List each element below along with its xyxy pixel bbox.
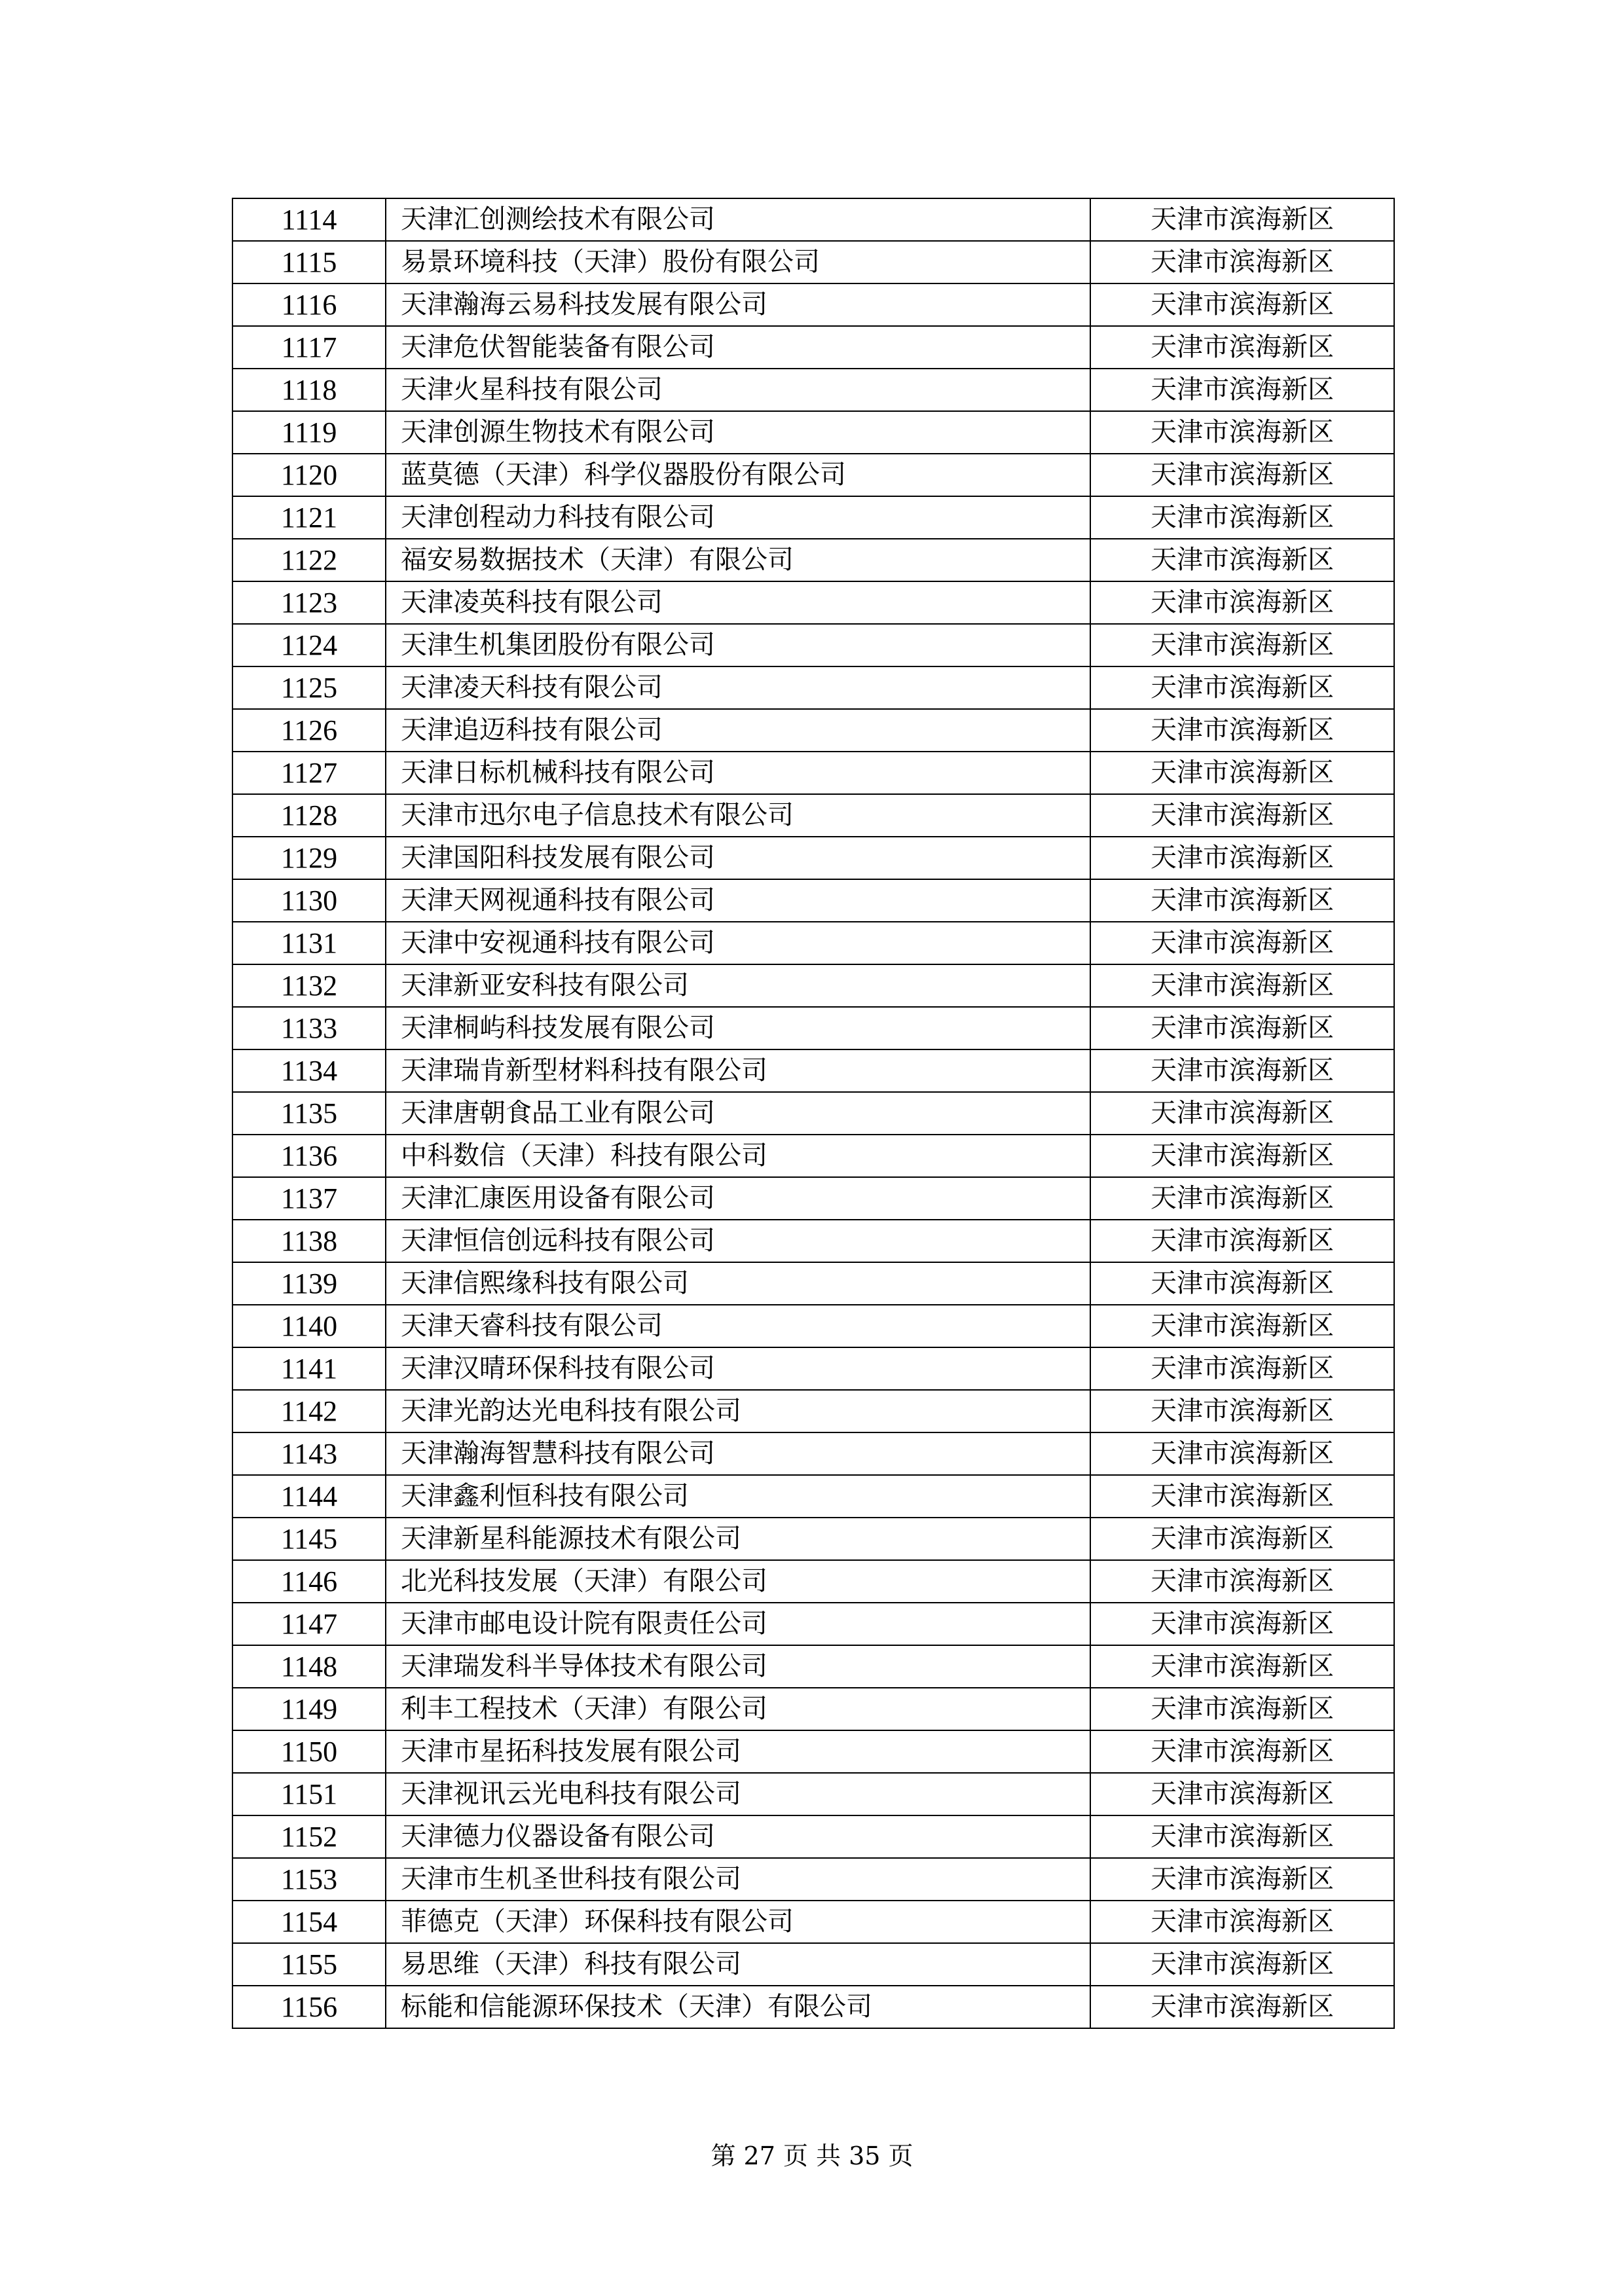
region-cell: 天津市滨海新区 (1090, 1262, 1394, 1305)
table-row (232, 1135, 1394, 1177)
table-row (232, 1347, 1394, 1390)
row-number-cell: 1154 (232, 1901, 386, 1943)
company-list-body (232, 198, 1394, 2028)
row-number-cell: 1137 (232, 1177, 386, 1220)
table-row (232, 752, 1394, 794)
region-cell: 天津市滨海新区 (1090, 369, 1394, 411)
region-cell: 天津市滨海新区 (1090, 752, 1394, 794)
region-cell: 天津市滨海新区 (1090, 1986, 1394, 2028)
row-number-cell: 1139 (232, 1262, 386, 1305)
table-row (232, 1943, 1394, 1986)
table-row (232, 1049, 1394, 1092)
table-row (232, 1858, 1394, 1901)
region-cell: 天津市滨海新区 (1090, 454, 1394, 496)
row-number-cell: 1118 (232, 369, 386, 411)
row-number-cell: 1133 (232, 1007, 386, 1049)
table-row (232, 1432, 1394, 1475)
row-number-cell: 1121 (232, 496, 386, 539)
table-row (232, 1092, 1394, 1135)
row-number-cell: 1144 (232, 1475, 386, 1518)
table-row (232, 1305, 1394, 1347)
table-row (232, 454, 1394, 496)
table-row (232, 964, 1394, 1007)
table-row (232, 1603, 1394, 1645)
row-number-cell: 1120 (232, 454, 386, 496)
row-number-cell: 1135 (232, 1092, 386, 1135)
row-number-cell: 1117 (232, 326, 386, 369)
company-name-cell: 标能和信能源环保技术（天津）有限公司 (386, 1986, 1090, 2028)
region-cell: 天津市滨海新区 (1090, 837, 1394, 879)
row-number-cell: 1125 (232, 666, 386, 709)
company-name-cell: 天津中安视通科技有限公司 (386, 922, 1090, 964)
table-row (232, 1262, 1394, 1305)
row-number-cell: 1138 (232, 1220, 386, 1262)
company-name-cell: 福安易数据技术（天津）有限公司 (386, 539, 1090, 581)
company-list-table (232, 198, 1395, 2029)
region-cell: 天津市滨海新区 (1090, 1518, 1394, 1560)
company-name-cell: 天津德力仪器设备有限公司 (386, 1815, 1090, 1858)
company-name-cell: 中科数信（天津）科技有限公司 (386, 1135, 1090, 1177)
row-number-cell: 1140 (232, 1305, 386, 1347)
table-row (232, 1773, 1394, 1815)
table-row (232, 1730, 1394, 1773)
company-name-cell: 天津火星科技有限公司 (386, 369, 1090, 411)
region-cell: 天津市滨海新区 (1090, 1773, 1394, 1815)
region-cell: 天津市滨海新区 (1090, 1560, 1394, 1603)
region-cell: 天津市滨海新区 (1090, 922, 1394, 964)
region-cell: 天津市滨海新区 (1090, 1943, 1394, 1986)
row-number-cell: 1127 (232, 752, 386, 794)
region-cell: 天津市滨海新区 (1090, 1390, 1394, 1432)
region-cell: 天津市滨海新区 (1090, 539, 1394, 581)
company-name-cell: 天津恒信创远科技有限公司 (386, 1220, 1090, 1262)
company-name-cell: 易景环境科技（天津）股份有限公司 (386, 241, 1090, 283)
table-row (232, 198, 1394, 241)
table-row (232, 411, 1394, 454)
row-number-cell: 1116 (232, 283, 386, 326)
row-number-cell: 1124 (232, 624, 386, 666)
row-number-cell: 1150 (232, 1730, 386, 1773)
row-number-cell: 1155 (232, 1943, 386, 1986)
company-name-cell: 天津瀚海云易科技发展有限公司 (386, 283, 1090, 326)
company-name-cell: 天津汇康医用设备有限公司 (386, 1177, 1090, 1220)
table-row (232, 1986, 1394, 2028)
region-cell: 天津市滨海新区 (1090, 1177, 1394, 1220)
company-name-cell: 天津视讯云光电科技有限公司 (386, 1773, 1090, 1815)
company-name-cell: 天津瀚海智慧科技有限公司 (386, 1432, 1090, 1475)
company-name-cell: 天津市邮电设计院有限责任公司 (386, 1603, 1090, 1645)
row-number-cell: 1148 (232, 1645, 386, 1688)
row-number-cell: 1134 (232, 1049, 386, 1092)
row-number-cell: 1156 (232, 1986, 386, 2028)
company-name-cell: 天津瑞发科半导体技术有限公司 (386, 1645, 1090, 1688)
row-number-cell: 1145 (232, 1518, 386, 1560)
company-name-cell: 天津光韵达光电科技有限公司 (386, 1390, 1090, 1432)
region-cell: 天津市滨海新区 (1090, 496, 1394, 539)
company-name-cell: 天津汇创测绘技术有限公司 (386, 198, 1090, 241)
region-cell: 天津市滨海新区 (1090, 1007, 1394, 1049)
region-cell: 天津市滨海新区 (1090, 581, 1394, 624)
table-row (232, 326, 1394, 369)
region-cell: 天津市滨海新区 (1090, 1220, 1394, 1262)
table-row (232, 879, 1394, 922)
company-name-cell: 利丰工程技术（天津）有限公司 (386, 1688, 1090, 1730)
company-name-cell: 天津天睿科技有限公司 (386, 1305, 1090, 1347)
region-cell: 天津市滨海新区 (1090, 1432, 1394, 1475)
region-cell: 天津市滨海新区 (1090, 1901, 1394, 1943)
table-row (232, 496, 1394, 539)
row-number-cell: 1153 (232, 1858, 386, 1901)
region-cell: 天津市滨海新区 (1090, 624, 1394, 666)
table-row (232, 922, 1394, 964)
table-row (232, 1390, 1394, 1432)
row-number-cell: 1131 (232, 922, 386, 964)
row-number-cell: 1143 (232, 1432, 386, 1475)
row-number-cell: 1149 (232, 1688, 386, 1730)
table-row (232, 624, 1394, 666)
region-cell: 天津市滨海新区 (1090, 1049, 1394, 1092)
region-cell: 天津市滨海新区 (1090, 1347, 1394, 1390)
region-cell: 天津市滨海新区 (1090, 326, 1394, 369)
table-row (232, 369, 1394, 411)
row-number-cell: 1142 (232, 1390, 386, 1432)
region-cell: 天津市滨海新区 (1090, 241, 1394, 283)
row-number-cell: 1114 (232, 198, 386, 241)
table-row (232, 1475, 1394, 1518)
table-row (232, 581, 1394, 624)
row-number-cell: 1152 (232, 1815, 386, 1858)
row-number-cell: 1141 (232, 1347, 386, 1390)
company-name-cell: 天津创程动力科技有限公司 (386, 496, 1090, 539)
region-cell: 天津市滨海新区 (1090, 666, 1394, 709)
region-cell: 天津市滨海新区 (1090, 879, 1394, 922)
table-row (232, 709, 1394, 752)
company-name-cell: 天津鑫利恒科技有限公司 (386, 1475, 1090, 1518)
region-cell: 天津市滨海新区 (1090, 1688, 1394, 1730)
table-row (232, 1560, 1394, 1603)
region-cell: 天津市滨海新区 (1090, 198, 1394, 241)
region-cell: 天津市滨海新区 (1090, 1858, 1394, 1901)
region-cell: 天津市滨海新区 (1090, 1645, 1394, 1688)
table-row (232, 241, 1394, 283)
company-name-cell: 蓝莫德（天津）科学仪器股份有限公司 (386, 454, 1090, 496)
company-name-cell: 天津市星拓科技发展有限公司 (386, 1730, 1090, 1773)
company-name-cell: 天津汉晴环保科技有限公司 (386, 1347, 1090, 1390)
row-number-cell: 1147 (232, 1603, 386, 1645)
region-cell: 天津市滨海新区 (1090, 1603, 1394, 1645)
row-number-cell: 1126 (232, 709, 386, 752)
company-name-cell: 天津新亚安科技有限公司 (386, 964, 1090, 1007)
table-row (232, 1220, 1394, 1262)
row-number-cell: 1129 (232, 837, 386, 879)
company-name-cell: 天津信熙缘科技有限公司 (386, 1262, 1090, 1305)
company-name-cell: 天津生机集团股份有限公司 (386, 624, 1090, 666)
company-name-cell: 天津新星科能源技术有限公司 (386, 1518, 1090, 1560)
company-name-cell: 易思维（天津）科技有限公司 (386, 1943, 1090, 1986)
row-number-cell: 1132 (232, 964, 386, 1007)
company-name-cell: 天津创源生物技术有限公司 (386, 411, 1090, 454)
table-row (232, 1688, 1394, 1730)
page-number-footer: 第 27 页 共 35 页 (710, 2141, 913, 2170)
company-name-cell: 天津国阳科技发展有限公司 (386, 837, 1090, 879)
table-row (232, 794, 1394, 837)
region-cell: 天津市滨海新区 (1090, 283, 1394, 326)
company-name-cell: 天津日标机械科技有限公司 (386, 752, 1090, 794)
region-cell: 天津市滨海新区 (1090, 1092, 1394, 1135)
region-cell: 天津市滨海新区 (1090, 709, 1394, 752)
company-name-cell: 天津追迈科技有限公司 (386, 709, 1090, 752)
region-cell: 天津市滨海新区 (1090, 1730, 1394, 1773)
region-cell: 天津市滨海新区 (1090, 964, 1394, 1007)
table-row (232, 539, 1394, 581)
table-row (232, 666, 1394, 709)
table-row (232, 1177, 1394, 1220)
company-name-cell: 天津市生机圣世科技有限公司 (386, 1858, 1090, 1901)
company-name-cell: 北光科技发展（天津）有限公司 (386, 1560, 1090, 1603)
region-cell: 天津市滨海新区 (1090, 411, 1394, 454)
company-name-cell: 天津天网视通科技有限公司 (386, 879, 1090, 922)
table-row (232, 837, 1394, 879)
table-row (232, 1815, 1394, 1858)
company-name-cell: 天津凌天科技有限公司 (386, 666, 1090, 709)
region-cell: 天津市滨海新区 (1090, 1305, 1394, 1347)
company-name-cell: 天津唐朝食品工业有限公司 (386, 1092, 1090, 1135)
row-number-cell: 1130 (232, 879, 386, 922)
region-cell: 天津市滨海新区 (1090, 1135, 1394, 1177)
row-number-cell: 1136 (232, 1135, 386, 1177)
row-number-cell: 1146 (232, 1560, 386, 1603)
row-number-cell: 1151 (232, 1773, 386, 1815)
row-number-cell: 1122 (232, 539, 386, 581)
company-name-cell: 天津瑞肯新型材料科技有限公司 (386, 1049, 1090, 1092)
region-cell: 天津市滨海新区 (1090, 1475, 1394, 1518)
company-name-cell: 天津凌英科技有限公司 (386, 581, 1090, 624)
table-row (232, 1518, 1394, 1560)
region-cell: 天津市滨海新区 (1090, 794, 1394, 837)
row-number-cell: 1115 (232, 241, 386, 283)
row-number-cell: 1123 (232, 581, 386, 624)
company-name-cell: 菲德克（天津）环保科技有限公司 (386, 1901, 1090, 1943)
table-row (232, 1007, 1394, 1049)
table-row (232, 1645, 1394, 1688)
company-name-cell: 天津桐屿科技发展有限公司 (386, 1007, 1090, 1049)
company-name-cell: 天津市迅尔电子信息技术有限公司 (386, 794, 1090, 837)
table-row (232, 283, 1394, 326)
region-cell: 天津市滨海新区 (1090, 1815, 1394, 1858)
table-row (232, 1901, 1394, 1943)
company-name-cell: 天津危伏智能装备有限公司 (386, 326, 1090, 369)
row-number-cell: 1119 (232, 411, 386, 454)
row-number-cell: 1128 (232, 794, 386, 837)
